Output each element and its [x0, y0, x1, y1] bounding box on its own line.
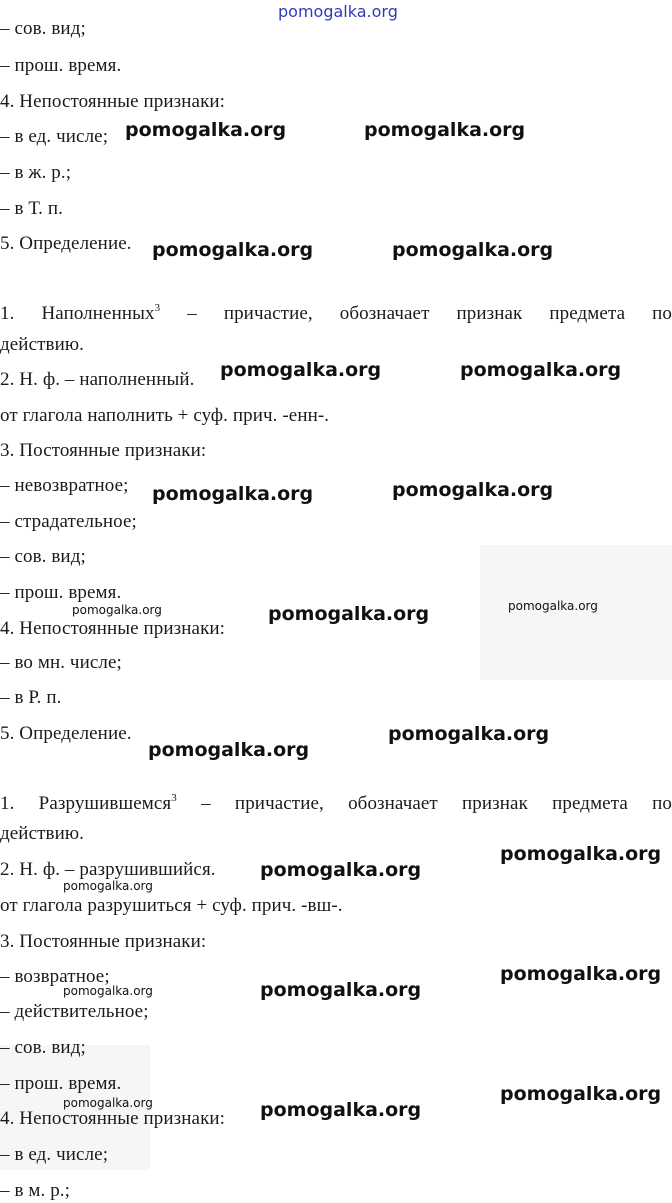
text-line: действию.	[0, 823, 84, 844]
watermark: pomogalka.org	[500, 1083, 662, 1105]
text-fragment: – причастие, обозначает признак предмета по	[160, 303, 672, 324]
text-line: – в Р. п.	[0, 687, 62, 708]
watermark: pomogalka.org	[260, 1099, 422, 1121]
text-line: – действительное;	[0, 1001, 149, 1022]
text-line: – невозвратное;	[0, 475, 129, 496]
text-line: – в м. р.;	[0, 1180, 71, 1201]
text-line: – сов. вид;	[0, 546, 86, 567]
watermark: pomogalka.org	[260, 979, 422, 1001]
watermark: pomogalka.org	[364, 119, 526, 141]
watermark: pomogalka.org	[500, 963, 662, 985]
watermark: pomogalka.org	[460, 359, 622, 381]
text-line: 3. Постоянные признаки:	[0, 931, 207, 952]
word-razrushivshemsya: 1. Разрушившемся	[0, 793, 172, 814]
footnote-mark: 3	[171, 792, 177, 804]
watermark: pomogalka.org	[152, 483, 314, 505]
text-line: 4. Непостоянные признаки:	[0, 1108, 226, 1129]
text-line: – сов. вид;	[0, 1037, 86, 1058]
text-line: – прош. время.	[0, 1073, 122, 1094]
watermark: pomogalka.org	[125, 119, 287, 141]
watermark: pomogalka.org	[388, 723, 550, 745]
text-line: действию.	[0, 334, 84, 355]
watermark: pomogalka.org	[152, 239, 314, 261]
watermark-small: pomogalka.org	[63, 1096, 153, 1110]
footnote-mark: 3	[154, 302, 161, 314]
text-line	[0, 302, 672, 326]
watermark-small: pomogalka.org	[63, 879, 153, 893]
text-line: от глагола разрушиться + суф. прич. -вш-.	[0, 895, 343, 916]
watermark: pomogalka.org	[392, 239, 554, 261]
text-line: – сов. вид;	[0, 18, 86, 39]
text-line: – в ж. р.;	[0, 162, 72, 183]
text-line: 2. Н. ф. – наполненный.	[0, 369, 195, 390]
text-line: от глагола наполнить + суф. прич. -енн-.	[0, 405, 330, 426]
text-fragment: – причастие, обозначает признак предмета по	[176, 793, 672, 814]
text-line	[0, 792, 672, 816]
text-line: 2. Н. ф. – разрушившийся.	[0, 859, 216, 880]
text-line: 5. Определение.	[0, 233, 132, 254]
watermark-small: pomogalka.org	[63, 984, 153, 998]
text-line: – в ед. числе;	[0, 126, 109, 147]
text-line: 3. Постоянные признаки:	[0, 440, 207, 461]
text-line: 4. Непостоянные признаки:	[0, 618, 226, 639]
watermark: pomogalka.org	[268, 603, 430, 625]
text-line: – прош. время.	[0, 55, 122, 76]
watermark-top: pomogalka.org	[278, 2, 398, 21]
text-line: – страдательное;	[0, 511, 137, 532]
text-line: 4. Непостоянные признаки:	[0, 91, 226, 112]
word-naponennykh: 1. Наполненных	[0, 303, 155, 324]
text-line: – в Т. п.	[0, 198, 63, 219]
watermark: pomogalka.org	[220, 359, 382, 381]
text-line: 5. Определение.	[0, 723, 132, 744]
text-line: – возвратное;	[0, 966, 110, 987]
watermark: pomogalka.org	[500, 843, 662, 865]
watermark: pomogalka.org	[148, 739, 310, 761]
text-line: – прош. время.	[0, 582, 122, 603]
text-line: – во мн. числе;	[0, 652, 122, 673]
watermark-small: pomogalka.org	[508, 599, 598, 613]
watermark-small: pomogalka.org	[72, 603, 162, 617]
watermark: pomogalka.org	[260, 859, 422, 881]
text-line: – в ед. числе;	[0, 1144, 109, 1165]
watermark: pomogalka.org	[392, 479, 554, 501]
